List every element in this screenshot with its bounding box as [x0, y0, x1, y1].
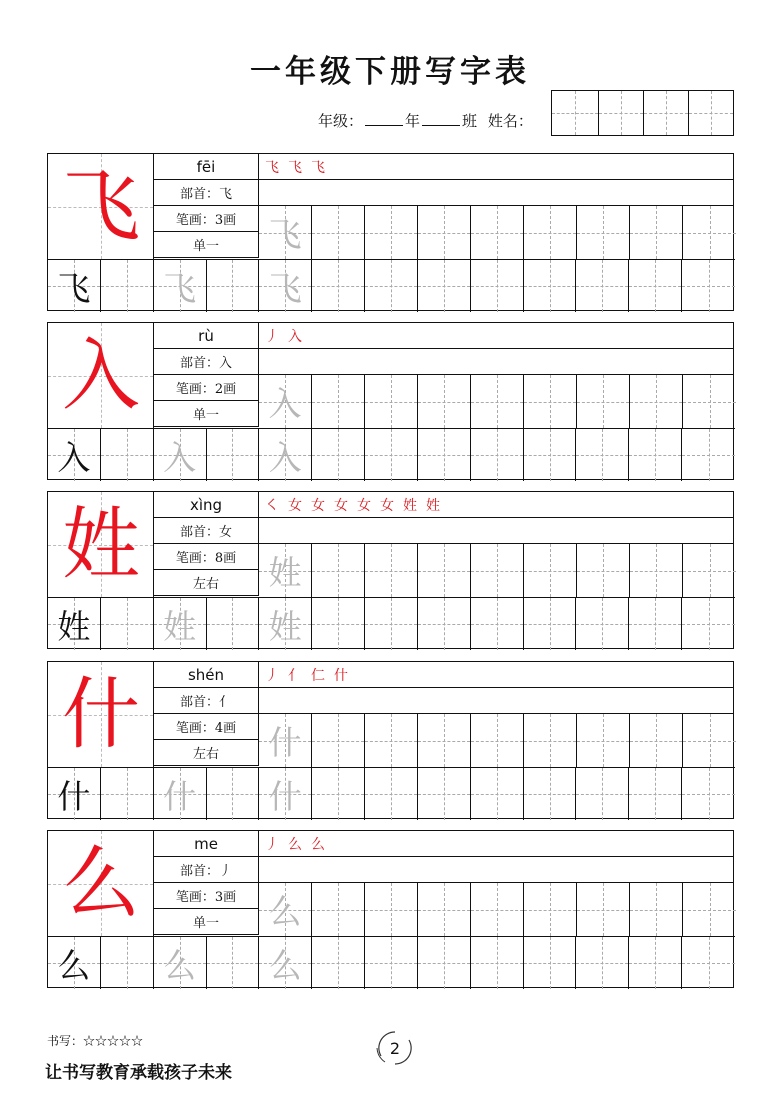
sample-character: 飞	[57, 268, 91, 308]
practice-cell[interactable]	[48, 429, 101, 481]
practice-cell[interactable]	[312, 937, 365, 989]
model-character: 姓	[61, 500, 140, 590]
practice-cell[interactable]	[207, 429, 260, 481]
practice-cell[interactable]	[207, 937, 260, 989]
practice-cell[interactable]	[312, 375, 365, 428]
practice-cell[interactable]	[576, 598, 629, 650]
practice-cell[interactable]	[577, 375, 630, 428]
practice-cell[interactable]	[630, 883, 683, 936]
practice-cell[interactable]	[682, 429, 735, 481]
stroke-count: 笔画：4画	[154, 714, 258, 740]
practice-cell[interactable]	[365, 429, 418, 481]
sample-character: 姓	[57, 606, 91, 646]
practice-cell[interactable]	[48, 937, 101, 989]
practice-cell[interactable]	[682, 768, 735, 820]
practice-cell[interactable]	[682, 260, 735, 312]
page-number	[377, 1030, 413, 1066]
pinyin: fēi	[154, 154, 258, 180]
stroke-order-row	[259, 154, 733, 180]
model-character-box	[48, 662, 154, 768]
trace-character: 么	[268, 892, 302, 931]
practice-cell[interactable]	[683, 375, 736, 428]
pinyin: rù	[154, 323, 258, 349]
trace-character: 入	[163, 437, 197, 477]
practice-cell[interactable]	[577, 714, 630, 767]
stroke-order-step: 什	[334, 667, 348, 684]
practice-cell[interactable]	[630, 714, 683, 767]
practice-cell[interactable]	[471, 206, 524, 259]
character-info	[154, 154, 259, 258]
practice-cell[interactable]	[524, 598, 577, 650]
practice-cell[interactable]	[259, 375, 312, 428]
stroke-order-row	[259, 831, 733, 857]
practice-cell[interactable]	[471, 937, 524, 989]
practice-cell[interactable]	[101, 937, 154, 989]
stroke-order-step: 丿	[265, 328, 279, 345]
stroke-order-row	[259, 492, 733, 518]
practice-cell[interactable]	[629, 598, 682, 650]
practice-cell[interactable]	[312, 429, 365, 481]
practice-cell[interactable]	[365, 714, 418, 767]
character-info	[154, 492, 259, 596]
structure: 左右	[154, 740, 258, 766]
practice-cell[interactable]	[259, 206, 312, 259]
stroke-order-step: 女	[334, 497, 348, 514]
stroke-order-step: 女	[311, 497, 325, 514]
practice-cell[interactable]	[683, 883, 736, 936]
practice-cell[interactable]	[48, 598, 101, 650]
practice-cell[interactable]	[259, 429, 312, 481]
character-block	[47, 661, 734, 819]
stroke-order-step: 丿	[265, 836, 279, 853]
page-title: 一年级下册写字表	[250, 54, 530, 90]
trace-character: 入	[268, 437, 302, 477]
practice-cell[interactable]	[259, 260, 312, 312]
practice-cell[interactable]	[365, 260, 418, 312]
stroke-order-step: 飞	[311, 159, 325, 176]
practice-cell[interactable]	[207, 260, 260, 312]
structure: 左右	[154, 570, 258, 596]
practice-cell[interactable]	[312, 544, 365, 597]
character-block	[47, 830, 734, 988]
trace-character: 姓	[268, 553, 302, 592]
practice-cell[interactable]	[259, 768, 312, 820]
practice-cell[interactable]	[471, 598, 524, 650]
structure: 单一	[154, 232, 258, 258]
practice-cell[interactable]	[524, 429, 577, 481]
practice-cell[interactable]	[418, 375, 471, 428]
trace-character: 入	[268, 384, 302, 423]
practice-cell[interactable]	[524, 937, 577, 989]
practice-cell[interactable]	[576, 429, 629, 481]
class-blank[interactable]	[422, 113, 460, 126]
practice-cell[interactable]	[524, 260, 577, 312]
model-character: 什	[61, 670, 140, 760]
practice-cell[interactable]	[418, 544, 471, 597]
practice-cell[interactable]	[154, 768, 207, 820]
practice-cell[interactable]	[576, 260, 629, 312]
practice-cell[interactable]	[312, 768, 365, 820]
practice-cell[interactable]	[471, 544, 524, 597]
stroke-order-step: 飞	[265, 159, 279, 176]
practice-row	[48, 767, 735, 820]
model-character: 飞	[61, 162, 140, 252]
blank-row[interactable]	[259, 349, 733, 375]
practice-row	[259, 544, 736, 597]
practice-cell[interactable]	[365, 375, 418, 428]
stroke-order-step: 女	[357, 497, 371, 514]
stroke-order-step: 入	[288, 328, 302, 345]
name-box[interactable]	[552, 91, 598, 135]
trace-character: 什	[163, 776, 197, 816]
practice-cell[interactable]	[154, 598, 207, 650]
year-blank[interactable]	[365, 113, 403, 126]
practice-cell[interactable]	[259, 883, 312, 936]
stroke-order-step: 姓	[426, 497, 440, 514]
practice-cell[interactable]	[365, 937, 418, 989]
practice-cell[interactable]	[576, 768, 629, 820]
stroke-count: 笔画：3画	[154, 883, 258, 909]
practice-cell[interactable]	[418, 598, 471, 650]
practice-cell[interactable]	[682, 937, 735, 989]
practice-cell[interactable]	[259, 598, 312, 650]
name-box[interactable]	[643, 91, 688, 135]
practice-cell[interactable]	[259, 714, 312, 767]
practice-cell[interactable]	[259, 937, 312, 989]
practice-row	[48, 597, 735, 650]
pinyin: me	[154, 831, 258, 857]
trace-character: 飞	[268, 268, 302, 308]
model-character-box	[48, 154, 154, 260]
practice-cell[interactable]	[629, 260, 682, 312]
practice-cell[interactable]	[577, 206, 630, 259]
trace-character: 姓	[268, 606, 302, 646]
practice-cell[interactable]	[101, 429, 154, 481]
sample-character: 什	[57, 776, 91, 816]
class-suffix: 班	[462, 112, 478, 130]
practice-cell[interactable]	[524, 768, 577, 820]
practice-cell[interactable]	[312, 206, 365, 259]
practice-cell[interactable]	[577, 883, 630, 936]
practice-row	[48, 259, 735, 312]
name-box[interactable]	[688, 91, 733, 135]
trace-character: 什	[268, 723, 302, 762]
practice-cell[interactable]	[101, 768, 154, 820]
practice-cell[interactable]	[471, 429, 524, 481]
practice-cell[interactable]	[524, 206, 577, 259]
practice-cell[interactable]	[418, 429, 471, 481]
practice-cell[interactable]	[154, 937, 207, 989]
writing-score: 书写：☆☆☆☆☆	[47, 1034, 144, 1048]
stroke-order-step: ㇛	[265, 497, 279, 514]
practice-cell[interactable]	[418, 260, 471, 312]
radical: 部首：女	[154, 518, 258, 544]
practice-cell[interactable]	[524, 375, 577, 428]
trace-character: 飞	[163, 268, 197, 308]
trace-character: 什	[268, 776, 302, 816]
practice-row	[48, 428, 735, 481]
stroke-order-row	[259, 662, 733, 688]
practice-row	[259, 883, 736, 936]
radical: 部首：飞	[154, 180, 258, 206]
model-character: 入	[61, 331, 140, 421]
practice-row	[259, 206, 736, 259]
practice-cell[interactable]	[683, 206, 736, 259]
practice-cell[interactable]	[524, 714, 577, 767]
student-info-line	[318, 110, 533, 131]
model-character-box	[48, 323, 154, 429]
practice-cell[interactable]	[365, 206, 418, 259]
practice-cell[interactable]	[471, 375, 524, 428]
page-number-text: 2	[389, 1038, 401, 1058]
practice-cell[interactable]	[418, 206, 471, 259]
practice-row	[48, 936, 735, 989]
stroke-order-step: 亻	[288, 667, 302, 684]
practice-cell[interactable]	[682, 598, 735, 650]
name-label: 姓名：	[487, 112, 533, 130]
trace-character: 姓	[163, 606, 197, 646]
slogan: 让书写教育承载孩子未来	[45, 1063, 232, 1083]
name-box[interactable]	[598, 91, 643, 135]
practice-cell[interactable]	[576, 937, 629, 989]
practice-cell[interactable]	[48, 768, 101, 820]
practice-cell[interactable]	[629, 768, 682, 820]
stroke-order-step: 丿	[265, 667, 279, 684]
practice-cell[interactable]	[524, 883, 577, 936]
practice-cell[interactable]	[418, 883, 471, 936]
trace-character: 飞	[268, 215, 302, 254]
practice-cell[interactable]	[207, 768, 260, 820]
practice-cell[interactable]	[471, 768, 524, 820]
stroke-order-step: 么	[288, 836, 302, 853]
trace-character: 么	[163, 945, 197, 985]
practice-cell[interactable]	[101, 598, 154, 650]
practice-cell[interactable]	[418, 937, 471, 989]
blank-row[interactable]	[259, 688, 733, 714]
structure: 单一	[154, 909, 258, 935]
practice-cell[interactable]	[418, 768, 471, 820]
practice-row	[259, 714, 736, 767]
practice-cell[interactable]	[207, 598, 260, 650]
practice-cell[interactable]	[365, 598, 418, 650]
radical: 部首：亻	[154, 688, 258, 714]
sample-character: 入	[57, 437, 91, 477]
stroke-order-step: 姓	[403, 497, 417, 514]
practice-cell[interactable]	[312, 598, 365, 650]
practice-cell[interactable]	[418, 714, 471, 767]
character-block	[47, 153, 734, 311]
stroke-order-row	[259, 323, 733, 349]
radical: 部首：丿	[154, 857, 258, 883]
model-character-box	[48, 831, 154, 937]
practice-cell[interactable]	[471, 714, 524, 767]
practice-cell[interactable]	[259, 544, 312, 597]
blank-row[interactable]	[259, 180, 733, 206]
practice-cell[interactable]	[630, 544, 683, 597]
character-block	[47, 491, 734, 649]
grade-label: 年级：	[318, 112, 364, 130]
practice-cell[interactable]	[630, 206, 683, 259]
stroke-count: 笔画：3画	[154, 206, 258, 232]
practice-cell[interactable]	[471, 260, 524, 312]
practice-cell[interactable]	[683, 714, 736, 767]
stroke-order-step: 飞	[288, 159, 302, 176]
blank-row[interactable]	[259, 857, 733, 883]
practice-cell[interactable]	[630, 375, 683, 428]
practice-cell[interactable]	[365, 883, 418, 936]
pinyin: shén	[154, 662, 258, 688]
practice-cell[interactable]	[524, 544, 577, 597]
blank-row[interactable]	[259, 518, 733, 544]
model-character-box	[48, 492, 154, 598]
stroke-order-step: 女	[380, 497, 394, 514]
stroke-order-step: 么	[311, 836, 325, 853]
practice-row	[259, 375, 736, 428]
stroke-order-step: 女	[288, 497, 302, 514]
practice-cell[interactable]	[577, 544, 630, 597]
practice-cell[interactable]	[365, 768, 418, 820]
practice-cell[interactable]	[312, 714, 365, 767]
structure: 单一	[154, 401, 258, 427]
sample-character: 么	[57, 945, 91, 985]
model-character: 么	[61, 839, 140, 929]
practice-cell[interactable]	[48, 260, 101, 312]
practice-cell[interactable]	[154, 260, 207, 312]
practice-cell[interactable]	[683, 544, 736, 597]
pinyin: xìng	[154, 492, 258, 518]
stroke-count: 笔画：2画	[154, 375, 258, 401]
character-info	[154, 662, 259, 766]
name-grid[interactable]	[551, 90, 734, 136]
practice-cell[interactable]	[471, 883, 524, 936]
trace-character: 么	[268, 945, 302, 985]
character-info	[154, 323, 259, 427]
stroke-order-step: 仁	[311, 667, 325, 684]
practice-cell[interactable]	[312, 883, 365, 936]
year-suffix: 年	[405, 112, 421, 130]
practice-cell[interactable]	[312, 260, 365, 312]
character-block	[47, 322, 734, 480]
practice-cell[interactable]	[629, 937, 682, 989]
character-info	[154, 831, 259, 935]
practice-cell[interactable]	[629, 429, 682, 481]
practice-cell[interactable]	[154, 429, 207, 481]
radical: 部首：入	[154, 349, 258, 375]
practice-cell[interactable]	[365, 544, 418, 597]
stroke-count: 笔画：8画	[154, 544, 258, 570]
practice-cell[interactable]	[101, 260, 154, 312]
